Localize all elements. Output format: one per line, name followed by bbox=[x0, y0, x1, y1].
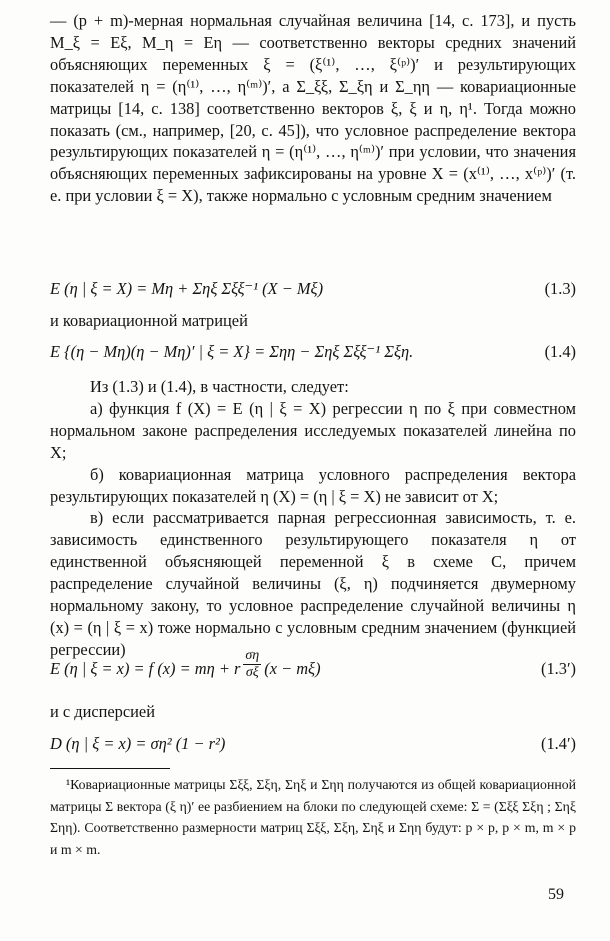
equation-1-4-formula: E {(η − Mη)(η − Mη)′ | ξ = X} = Σηη − Σηξ Σξξ⁻¹ Σξη. bbox=[50, 342, 414, 361]
paragraph-intro: — (p + m)-мерная нормальная случайная величина [14, с. 173], и пусть M_ξ = Eξ, M_η = Eη — соответственно векторы средних значений объясняющих переменных ξ = (ξ⁽¹⁾, …, ξ⁽ᵖ⁾)′ и результирующих показателей η = (η⁽¹⁾, …, η⁽ᵐ⁾)′, а Σ_ξξ, Σ_ξη и Σ_ηη — ковариационные матрицы [14, с. 138] соответственно векторов ξ, ξ и η, η¹. Тогда можно показать (см., например, [20, с. 45]), что условное распределение вектора результирующих показателей η = (η⁽¹⁾, …, η⁽ᵐ⁾)′ при условии, что значения объясняющих переменных зафиксированы на уровне X = (x⁽¹⁾, …, x⁽ᵖ⁾)′ (т. е. при условии ξ = X), также нормально с условным средним значением bbox=[50, 11, 576, 206]
footnote bbox=[50, 774, 576, 860]
list-item-a: а) функция f (X) = E (η | ξ = X) регрессии η по ξ при совместном нормальном законе распределения исследуемых показателей линейна по X; bbox=[50, 398, 576, 462]
text-block-1 bbox=[50, 10, 576, 207]
paragraph-variance-intro: и с дисперсией bbox=[50, 702, 155, 721]
equation-1-3 bbox=[50, 278, 576, 304]
page-number: 59 bbox=[548, 886, 564, 903]
text-block-2 bbox=[50, 310, 576, 332]
equation-1-3-formula: E (η | ξ = X) = Mη + Σηξ Σξξ⁻¹ (X − Mξ) bbox=[50, 279, 324, 298]
list-item-c: в) если рассматривается парная регрессионная зависимость, т. е. зависимость единственного результирующего показателя η от единственной объясняющей переменной ξ в схеме C, причем распределение случайной величины (ξ, η) подчиняется двумерному нормальному закону, то условное распределение случайной величины η (x) = (η | ξ = x) тоже нормально с условным средним значением (функцией регрессии) bbox=[50, 508, 576, 659]
paragraph-consequences: Из (1.3) и (1.4), в частности, следует: bbox=[90, 377, 349, 396]
equation-1-3-prime-left: E (η | ξ = x) = f (x) = mη + r bbox=[50, 659, 241, 678]
text-block-3 bbox=[50, 376, 576, 661]
equation-1-3-prime-right: (x − mξ) bbox=[264, 659, 321, 678]
equation-1-4 bbox=[50, 341, 576, 367]
footnote-separator bbox=[50, 768, 170, 769]
fraction-denominator: σξ bbox=[245, 664, 259, 680]
list-item-b: б) ковариационная матрица условного распределения вектора результирующих показателей η (X) = (η | ξ = X) не зависит от X; bbox=[50, 464, 576, 506]
equation-1-4-prime-number: (1.4′) bbox=[541, 734, 576, 753]
fraction-numerator: ση bbox=[245, 647, 260, 663]
equation-1-4-number: (1.4) bbox=[544, 342, 576, 361]
equation-1-4-prime bbox=[50, 733, 576, 759]
paragraph-covariance-intro: и ковариационной матрицей bbox=[50, 311, 248, 330]
equation-1-3-prime bbox=[50, 647, 576, 688]
equation-1-4-prime-formula: D (η | ξ = x) = ση² (1 − r²) bbox=[50, 734, 226, 753]
text-block-4 bbox=[50, 701, 576, 723]
footnote-text: ¹Ковариационные матрицы Σξξ, Σξη, Σηξ и Σηη получаются из общей ковариационной матрицы Σ вектора (ξ η)′ ее разбиением на блоки по следующей схеме: Σ = (Σξξ Σξη ; Σηξ Σηη). Соответственно размерности матриц Σξξ, Σξη, Σηξ и Σηη будут: p × p, p × m, m × p и m × m. bbox=[50, 777, 576, 857]
equation-1-3-number: (1.3) bbox=[544, 279, 576, 298]
equation-1-3-prime-number: (1.3′) bbox=[541, 659, 576, 678]
equation-1-3-prime-fraction bbox=[243, 648, 261, 681]
